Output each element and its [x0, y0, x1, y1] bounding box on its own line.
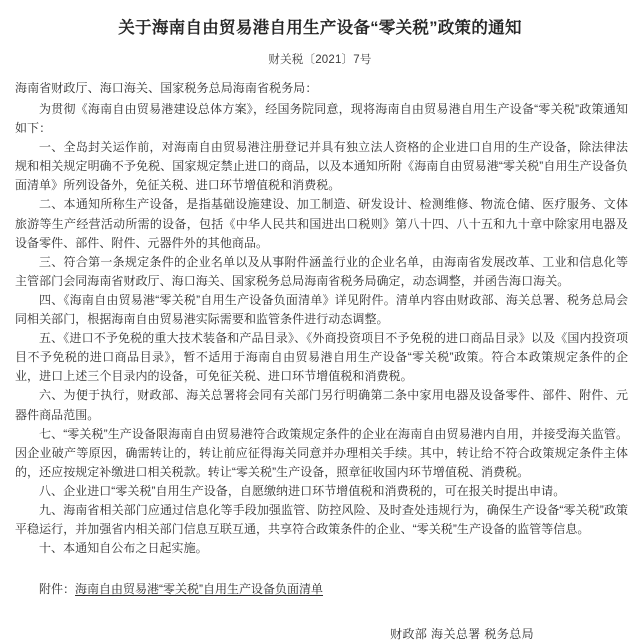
document-number: 财关税〔2021〕7号	[268, 54, 372, 66]
page-title: 关于海南自由贸易港自用生产设备“零关税”政策的通知	[118, 19, 522, 37]
article-paragraph-2: 二、本通知所称生产设备，是指基础设施建设、加工制造、研发设计、检测维修、物流仓储、医疗服务、文体旅游等生产经营活动所需的设备，包括《中华人民共和国进出口税则》第八十四、八十五和九十章中除家用电器及设备零件、部件、附件、元器件外的其他商品。	[15, 197, 628, 250]
article-paragraph-10: 十、本通知自公布之日起实施。	[39, 541, 208, 556]
preamble-paragraph: 为贯彻《海南自由贸易港建设总体方案》，经国务院同意，现将海南自由贸易港自用生产设备“零关税”政策通知如下：	[15, 102, 628, 136]
article-paragraph-3: 三、符合第一条规定条件的企业名单以及从事附件涵盖行业的企业名单，由海南省发展改革、工业和信息化等主管部门会同海南省财政厅、海口海关、国家税务总局海南省税务局确定，动态调整，并函告海口海关。	[15, 254, 628, 288]
recipient-line: 海南省财政厅、海口海关、国家税务总局海南省税务局：	[15, 81, 318, 95]
document-body	[10, 98, 630, 558]
article-paragraph-5: 五、《进口不予免税的重大技术装备和产品目录》、《外商投资项目不予免税的进口商品目录》以及《国内投资项目不予免税的进口商品目录》，暂不适用于海南自由贸易港自用生产设备“零关税”政策。符合本政策规定条件的企业，进口上述三个目录内的设备，可免征关税、进口环节增值税和消费税。	[15, 331, 628, 384]
attachment-link[interactable]: 海南自由贸易港“零关税”自用生产设备负面清单	[75, 582, 324, 597]
article-paragraph-1: 一、全岛封关运作前，对海南自由贸易港注册登记并具有独立法人资格的企业进口自用的生产设备，除法律法规和相关规定明确不予免税、国家规定禁止进口的商品，以及本通知所附《海南自由贸易港“零关税”自用生产设备负面清单》所列设备外，免征关税、进口环节增值税和消费税。	[15, 140, 628, 193]
article-paragraph-4: 四、《海南自由贸易港“零关税”自用生产设备负面清单》详见附件。清单内容由财政部、海关总署、税务总局会同相关部门，根据海南自由贸易港实际需要和监管条件进行动态调整。	[15, 292, 628, 327]
attachment-line	[10, 558, 630, 599]
article-paragraph-6: 六、为便于执行，财政部、海关总署将会同有关部门另行明确第二条中家用电器及设备零件、部件、附件、元器件商品范围。	[15, 388, 628, 422]
signature-block: 财政部 海关总署 税务总局	[390, 627, 534, 642]
article-paragraph-8: 八、企业进口“零关税”自用生产设备，自愿缴纳进口环节增值税和消费税的，可在报关时提出申请。	[39, 483, 566, 498]
article-paragraph-9: 九、海南省相关部门应通过信息化等手段加强监管、防控风险、及时查处违规行为，确保生产设备“零关税”政策平稳运行，并加强省内相关部门信息互联互通，共享符合政策条件的企业、“零关税”生产设备的监管等信息。	[15, 502, 628, 537]
article-paragraph-7: 七、“零关税”生产设备限海南自由贸易港符合政策规定条件的企业在海南自由贸易港内自用，并接受海关监管。因企业破产等原因，确需转让的，转让前应征得海关同意并办理相关手续。其中，转让给不符合政策规定条件主体的，还应按规定补缴进口相关税款。转让“零关税”生产设备，照章征收国内环节增值税、消费税。	[15, 426, 628, 479]
attachment-label: 附件：	[39, 582, 76, 597]
